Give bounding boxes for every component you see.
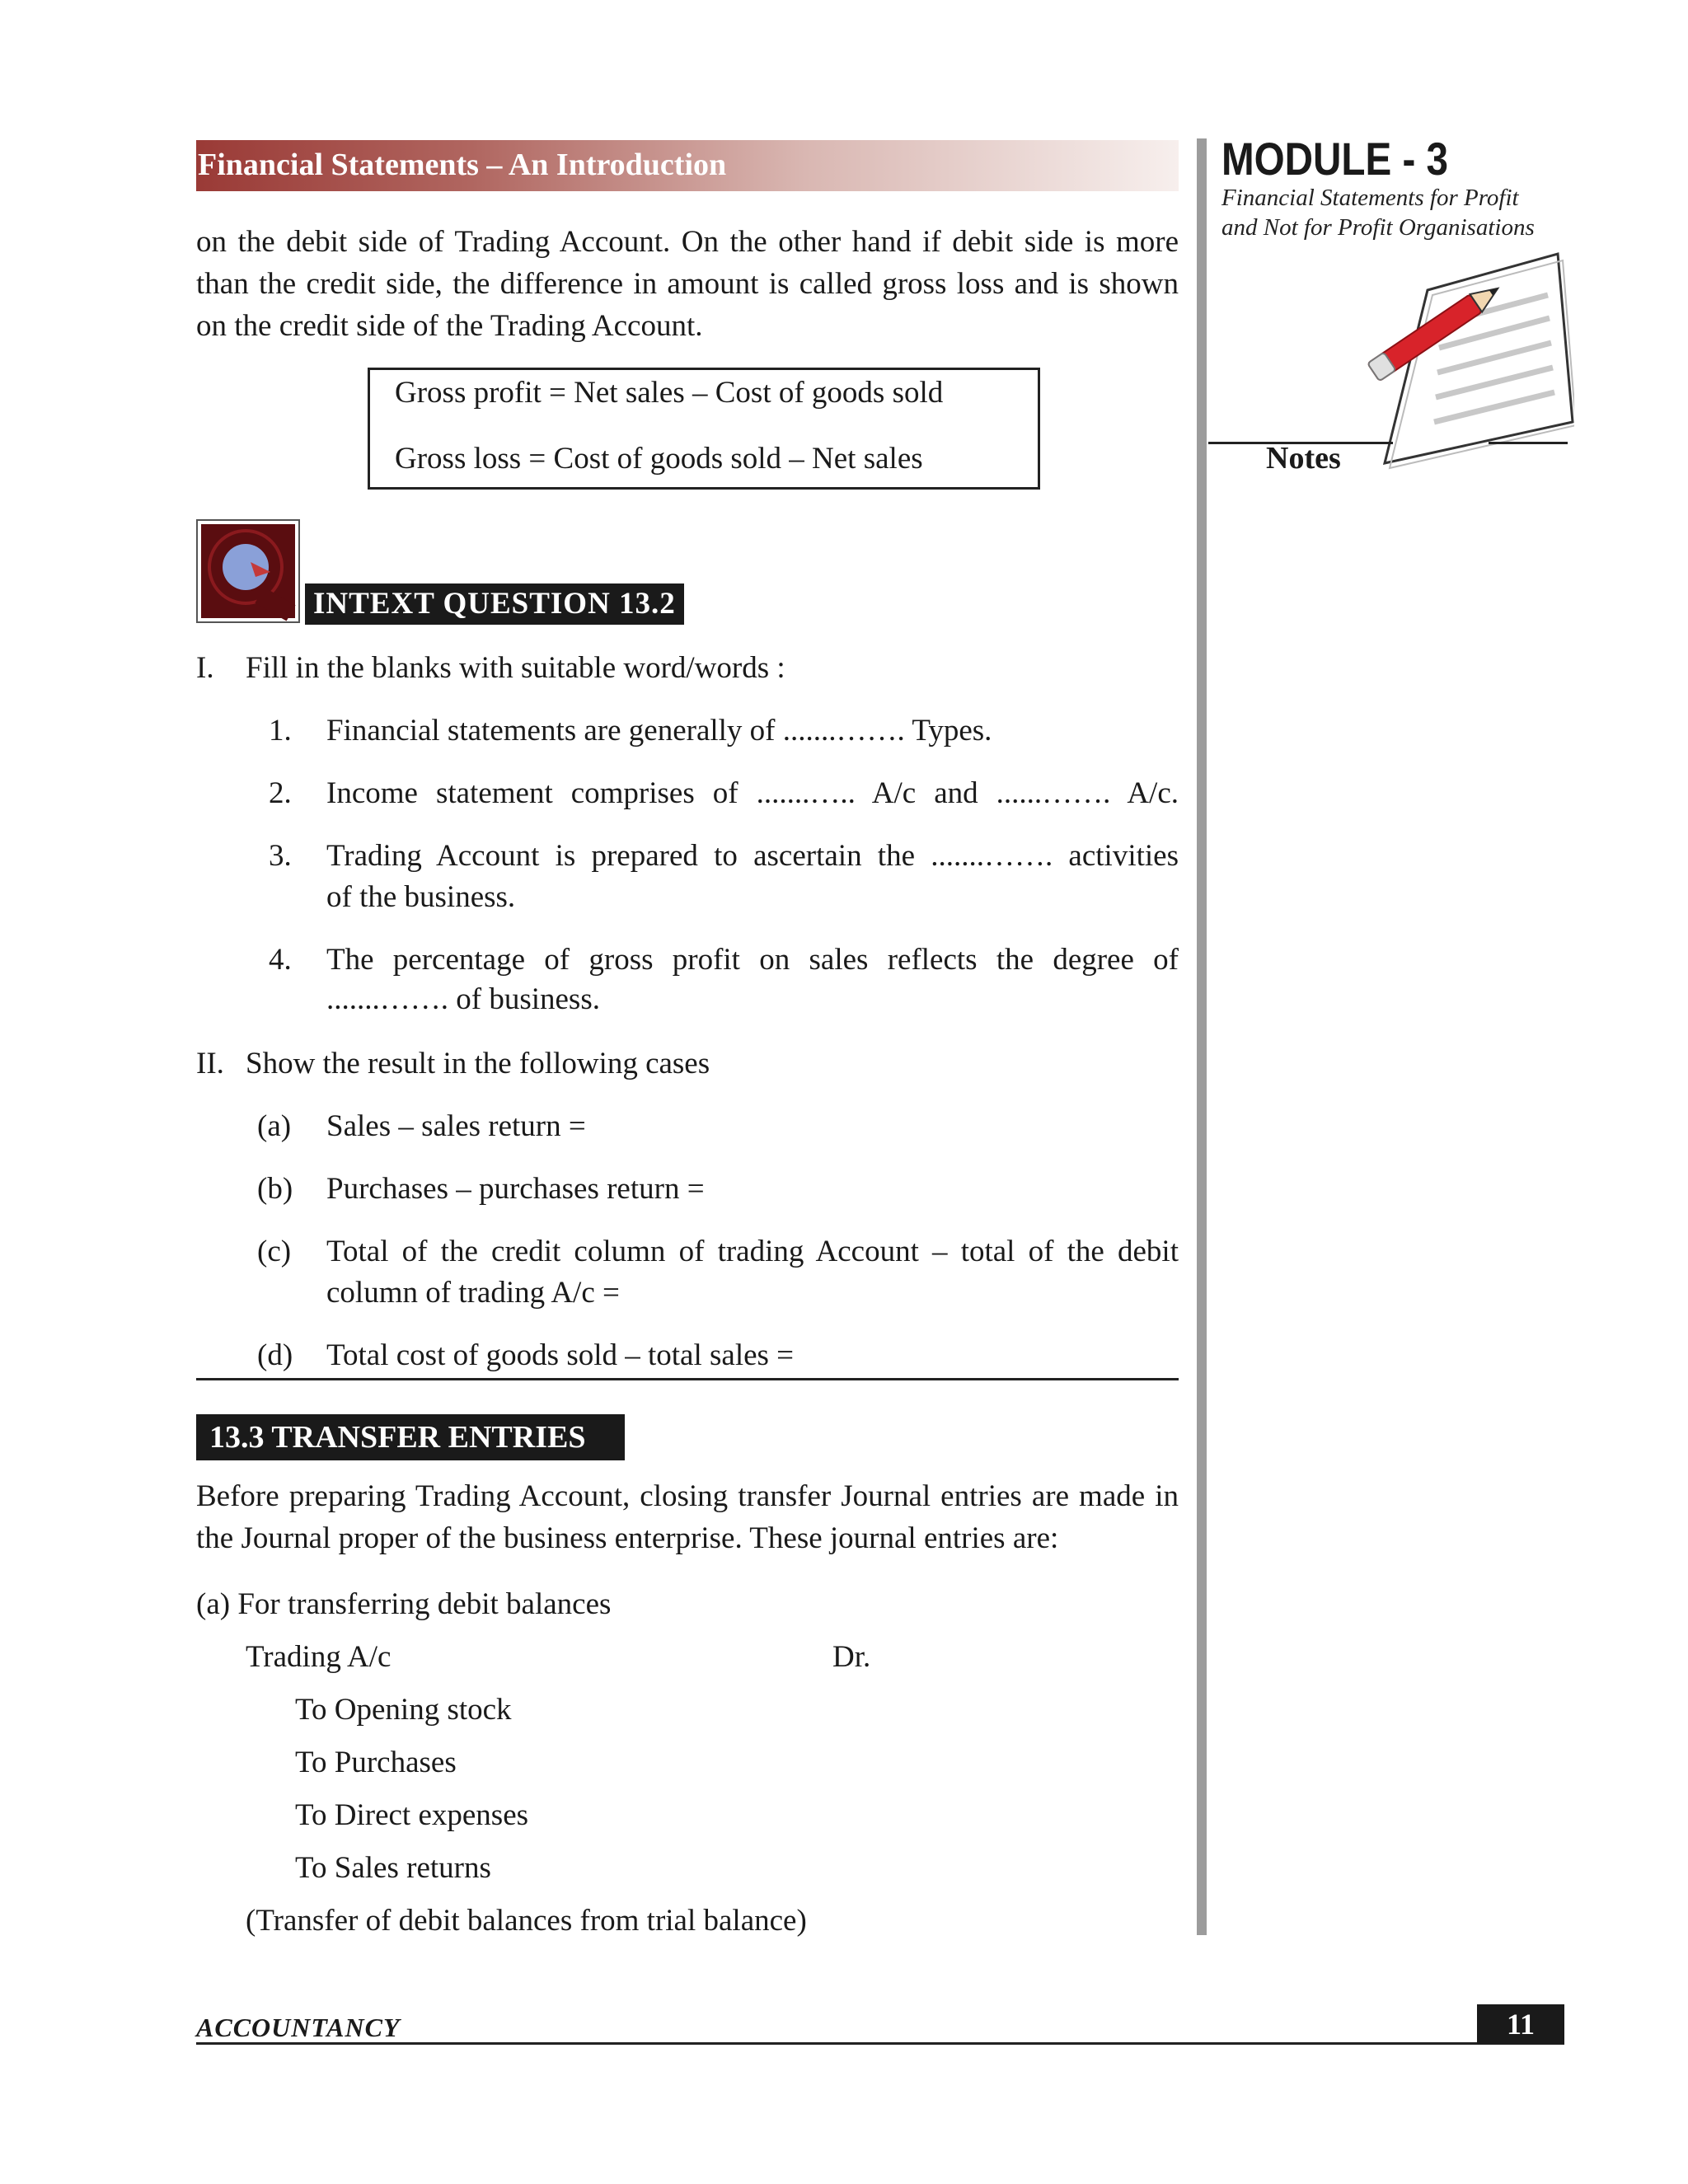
list-item-text: Income statement comprises of .......….. A/c and ......……. A/c.	[326, 776, 1179, 810]
case-text-cont: column of trading A/c =	[326, 1276, 620, 1310]
list-item-text: Financial statements are generally of .......……. Types.	[326, 714, 992, 748]
journal-narration: (Transfer of debit balances from trial balance)	[246, 1904, 807, 1938]
case-text: Total cost of goods sold – total sales =	[326, 1338, 795, 1372]
section-heading: 13.3 TRANSFER ENTRIES	[196, 1414, 625, 1460]
journal-entry: To Opening stock	[295, 1693, 512, 1727]
transfer-item-a: (a) For transferring debit balances	[196, 1587, 612, 1621]
module-subtitle	[1221, 183, 1568, 242]
formula-box	[368, 368, 1040, 490]
part1-instruction: Fill in the blanks with suitable word/words :	[246, 651, 785, 685]
notes-label: Notes	[1266, 441, 1341, 476]
part2-instruction: Show the result in the following cases	[246, 1047, 710, 1080]
page-number: 11	[1477, 2004, 1564, 2044]
case-text: Sales – sales return =	[326, 1109, 586, 1143]
running-header-title: Financial Statements – An Introduction	[198, 148, 727, 182]
case-text: Purchases – purchases return =	[326, 1172, 705, 1206]
list-item-number: 4.	[269, 943, 292, 977]
formula-gross-profit: Gross profit = Net sales – Cost of goods sold	[395, 376, 944, 410]
list-item-text: Trading Account is prepared to ascertain the .......……. activities	[326, 839, 1179, 873]
list-item-text-cont: of the business.	[326, 880, 516, 914]
case-label: (d)	[257, 1338, 293, 1372]
journal-entry: To Purchases	[295, 1746, 457, 1779]
journal-dr-label: Dr.	[832, 1640, 871, 1674]
case-text: Total of the credit column of trading Account – total of the debit	[326, 1235, 1179, 1268]
list-item-number: 1.	[269, 714, 292, 748]
intro-paragraph: on the debit side of Trading Account. On the other hand if debit side is more than the credit side, the difference in amount is called gross loss and is shown on the credit side of the Trading Account.	[196, 225, 1179, 343]
formula-gross-loss: Gross loss = Cost of goods sold – Net sales	[395, 442, 923, 476]
case-label: (b)	[257, 1172, 293, 1206]
list-item-number: 3.	[269, 839, 292, 873]
list-item-text: The percentage of gross profit on sales reflects the degree of	[326, 943, 1179, 977]
margin-divider	[1197, 138, 1207, 1935]
intext-question-label: INTEXT QUESTION 13.2	[305, 583, 684, 625]
section-divider	[196, 1378, 1179, 1380]
list-item-text-cont: .......……. of business.	[326, 982, 600, 1016]
journal-trading-account: Trading A/c	[246, 1640, 392, 1674]
footer-subject: ACCOUNTANCY	[196, 2013, 401, 2042]
journal-entry: To Direct expenses	[295, 1798, 529, 1832]
module-title: MODULE - 3	[1221, 133, 1449, 185]
notes-rule-right	[1489, 442, 1568, 444]
module-subtitle-line2: and Not for Profit Organisations	[1221, 214, 1535, 241]
module-subtitle-line1: Financial Statements for Profit	[1221, 185, 1519, 211]
journal-entry: To Sales returns	[295, 1851, 491, 1885]
section-paragraph: Before preparing Trading Account, closing transfer Journal entries are made in the Journal proper of the business enterprise. These journal entries are:	[196, 1479, 1179, 1555]
footer-rule	[196, 2042, 1564, 2045]
question-q-icon	[196, 519, 300, 623]
case-label: (a)	[257, 1109, 292, 1143]
case-label: (c)	[257, 1235, 292, 1268]
part1-numeral: I.	[196, 651, 214, 685]
list-item-number: 2.	[269, 776, 292, 810]
part2-numeral: II.	[196, 1047, 224, 1080]
